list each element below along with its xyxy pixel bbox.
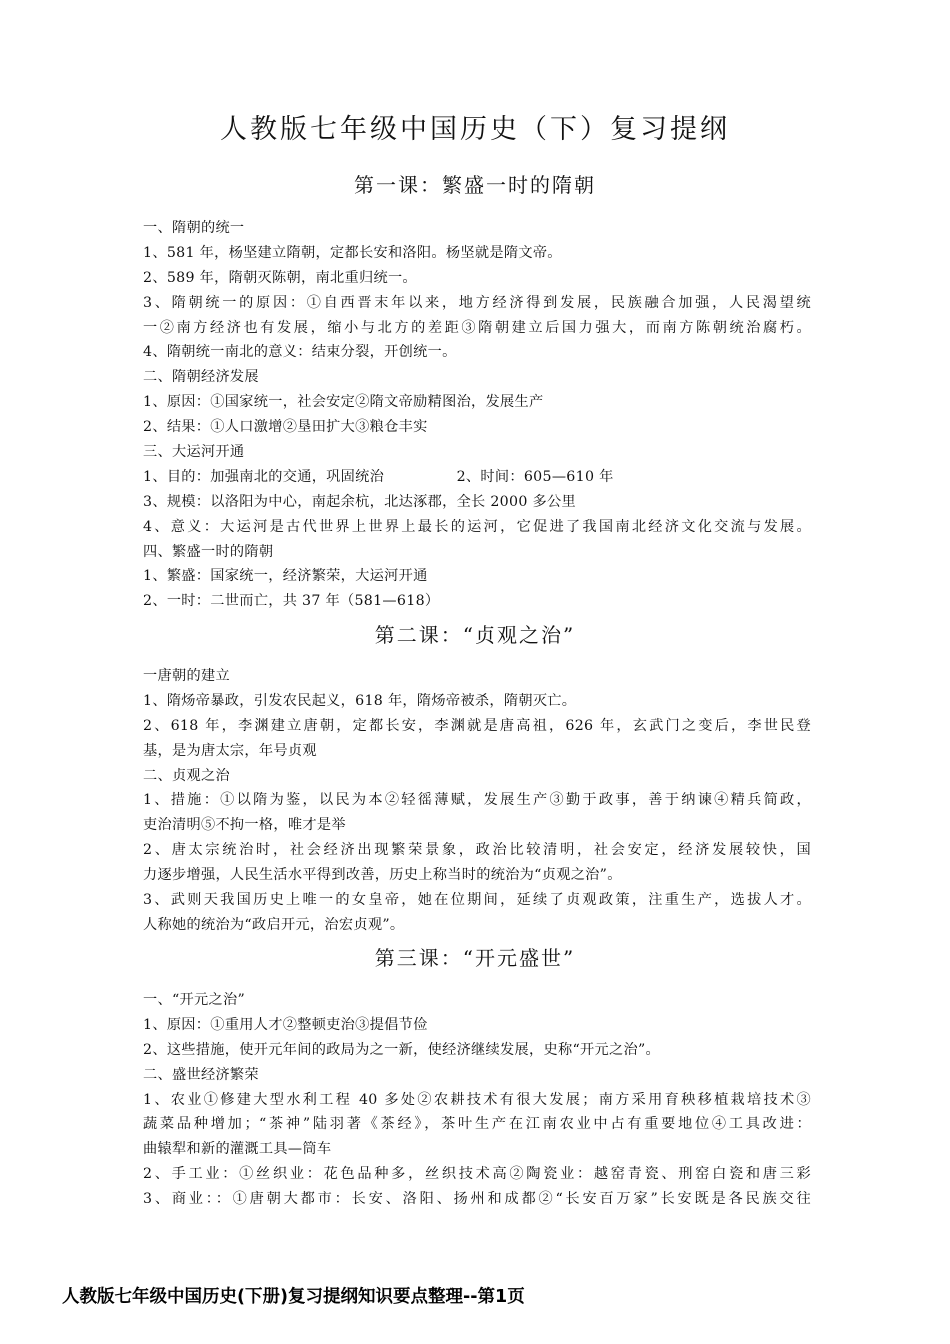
- section-heading: 二、隋朝经济发展: [143, 369, 259, 386]
- text-line: 基，是为唐太宗，年号贞观: [143, 742, 317, 759]
- lesson-2-content: [143, 664, 811, 938]
- text-line: 1、农业①修建大型水利工程 40 多处②农耕技术有很大发展；南方采用育秧移植栽培技术③: [143, 1091, 811, 1108]
- text-line: 蔬菜品种增加；“茶神”陆羽著《茶经》，茶叶生产在江南农业中占有重要地位④工具改进：: [143, 1116, 811, 1133]
- text-line: 2、这些措施，使开元年间的政局为之一新，使经济继续发展，史称“开元之治”。: [143, 1041, 661, 1058]
- document-title: 人教版七年级中国历史（下）复习提纲: [220, 114, 730, 145]
- section-heading: 二、贞观之治: [143, 767, 230, 784]
- text-line: 1、原因：①重用人才②整顿吏治③提倡节俭: [143, 1016, 428, 1033]
- section-heading: 一、“开元之治”: [143, 992, 246, 1008]
- text-line: 4、意义：大运河是古代世界上世界上最长的运河，它促进了我国南北经济文化交流与发展。: [143, 518, 811, 535]
- section-heading: 一、隋朝的统一: [143, 220, 245, 236]
- section-heading: 一唐朝的建立: [143, 668, 230, 684]
- text-line: 2、一时：二世而亡，共 37 年（581—618）: [143, 593, 440, 610]
- text-line: 1、措施：①以隋为鉴，以民为本②轻徭薄赋，发展生产③勤于政事，善于纳谏④精兵简政，: [143, 792, 811, 809]
- text-line: 2、589 年，隋朝灭陈朝，南北重归统一。: [143, 269, 417, 286]
- text-line: 1、繁盛：国家统一，经济繁荣，大运河开通: [143, 568, 428, 585]
- text-line: 2、618 年，李渊建立唐朝，定都长安，李渊就是唐高祖，626 年，玄武门之变后，李世民登: [143, 717, 811, 734]
- lesson-3-content: [143, 988, 811, 1212]
- text-line: 人称她的统治为“政启开元，治宏贞观”。: [143, 916, 405, 933]
- text-line: 1、隋炀帝暴政，引发农民起义，618 年，隋炀帝被杀，隋朝灭亡。: [143, 692, 577, 709]
- lesson-1-content: [143, 216, 811, 614]
- text-line: 3、隋朝统一的原因：①自西晋末年以来，地方经济得到发展，民族融合加强，人民渴望统: [143, 294, 811, 311]
- text-line: 2、唐太宗统治时，社会经济出现繁荣景象，政治比较清明，社会安定，经济发展较快，国: [143, 842, 811, 859]
- text-line: 2、结果：①人口激增②垦田扩大③粮仓丰实: [143, 419, 428, 436]
- lesson-1-title: 第一课：繁盛一时的隋朝: [354, 173, 596, 197]
- text-line: 2、手工业：①丝织业：花色品种多，丝织技术高②陶瓷业：越窑青瓷、刑窑白瓷和唐三彩: [143, 1166, 811, 1183]
- lesson-2-title: 第二课：“贞观之治”: [374, 623, 576, 647]
- text-line: 一②南方经济也有发展，缩小与北方的差距③隋朝建立后国力强大，而南方陈朝统治腐朽。: [143, 319, 811, 336]
- text-line: 吏治清明⑤不拘一格，唯才是举: [143, 817, 346, 834]
- text-line: 曲辕犁和新的灌溉工具—筒车: [143, 1141, 332, 1158]
- section-heading: 三、大运河开通: [143, 444, 245, 461]
- text-line: 1、目的：加强南北的交通，巩固统治 2、时间：605—610 年: [143, 468, 614, 485]
- text-line: 4、隋朝统一南北的意义：结束分裂，开创统一。: [143, 344, 457, 361]
- text-line: 1、581 年，杨坚建立隋朝，定都长安和洛阳。杨坚就是隋文帝。: [143, 244, 562, 261]
- text-line: 3、商业：：①唐朝大都市：长安、洛阳、扬州和成都②“长安百万家”长安既是各民族交往: [143, 1191, 811, 1208]
- section-heading: 二、盛世经济繁荣: [143, 1066, 259, 1083]
- lesson-3-title: 第三课：“开元盛世”: [374, 946, 576, 970]
- text-line: 1、原因：①国家统一，社会安定②隋文帝励精图治，发展生产: [143, 394, 544, 411]
- section-heading: 四、繁盛一时的隋朝: [143, 543, 274, 560]
- page-footer: 人教版七年级中国历史(下册)复习提纲知识要点整理--第1页: [62, 1287, 525, 1307]
- text-line: 3、武则天我国历史上唯一的女皇帝，她在位期间，延续了贞观政策，注重生产，选拔人才。: [143, 892, 811, 909]
- text-line: 力逐步增强，人民生活水平得到改善，历史上称当时的统治为“贞观之治”。: [143, 867, 622, 884]
- text-line: 3、规模：以洛阳为中心，南起余杭，北达涿郡，全长 2000 多公里: [143, 493, 576, 510]
